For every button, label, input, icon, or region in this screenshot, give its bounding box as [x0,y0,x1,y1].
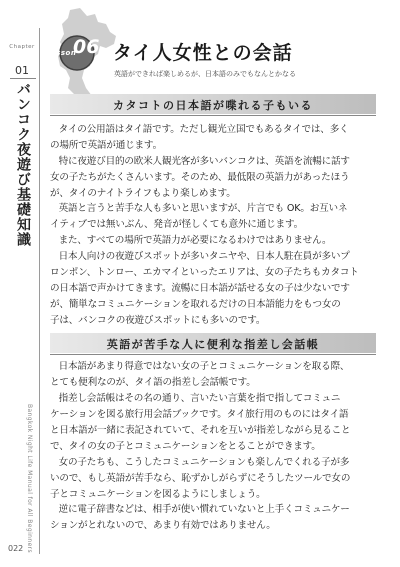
section-heading-text: 英語が苦手な人に便利な指差し会話帳 [106,338,320,351]
chapter-number-rule [10,78,36,79]
paragraph: 日本語があまり得意ではない女の子とコミュニケーションを取る際、 とても便利なのが、タイ語の指差し会話帳です。 [50,361,350,388]
page-number: 022 [8,544,24,553]
paragraph: 指差し会話帳はその名の通り、言いたい言葉を指で指してコミュニ ケーションを図る旅行用会話ブックです。タイ旅行用のものにはタイ語 と日本語が一緒に表記されていて、それを互いが指差しながら見ること で、タイの女の子とコミュニケーションをとることができます。 [50,393,351,452]
lesson-word: Lesson [46,49,77,57]
paragraph: 逆に電子辞書などは、相手が使い慣れていないと上手くコミュニケー ションがとれないので、あまり有効ではありません。 [50,504,350,531]
paragraph: 日本人向けの夜遊びスポットが多いタニヤや、日本人駐在員が多いプ ロンポン、トンロー、エカマイといったエリアは、女の子たちもカタコト の日本語で声かけてきます。流暢に日本語が話せる女の子は少ないです が、簡単なコミュニケーションを取れるだけの日本語能力をもつ女の 子は、バンコクの夜遊びスポットにも多いのです。 [50,251,359,326]
chapter-number: 01 [15,64,29,77]
lesson-number: 06 [73,36,100,58]
book-title-vertical: Bangkok Night Life Manual for All Beginners [26,404,33,554]
chapter-title-vertical: バンコク夜遊び基礎知識 [15,82,31,247]
paragraph: 女の子たちも、こうしたコミュニケーションも楽しんでくれる子が多 いので、もし英語が苦手なら、恥ずかしがらずにそうしたツールで女の 子とコミュニケーションを図るようにしましょう。 [50,457,351,500]
section-heading-2 [50,333,376,353]
paragraph: また、すべての場所で英語力が必要になるわけではありません。 [58,235,332,246]
chapter-label: Chapter [9,44,35,50]
section-heading-1 [50,94,376,114]
section-heading-rule [50,354,376,355]
section-heading-rule [50,115,376,116]
section-heading-text: カタコトの日本語が喋れる子もいる [113,99,313,112]
lesson-subtitle: 英語ができれば楽しめるが、日本語のみでもなんとかなる [114,70,296,78]
paragraph: タイの公用語はタイ語です。ただし観光立国でもあるタイでは、多く の場所で英語が通じます。 [50,124,349,151]
lesson-title: タイ人女性との会話 [113,42,293,64]
paragraph: 特に夜遊び目的の欧米人観光客が多いバンコクは、英語を流暢に話す 女の子たちがたくさんいます。そのため、最低限の英語力があったほう が、タイのナイトライフもより楽しめます。 [50,156,350,199]
paragraph: 英語と言うと苦手な人も多いと思いますが、片言でも OK。お互いネ イティブでは無いぶん、発音が怪しくても意外に通じます。 [50,203,348,230]
